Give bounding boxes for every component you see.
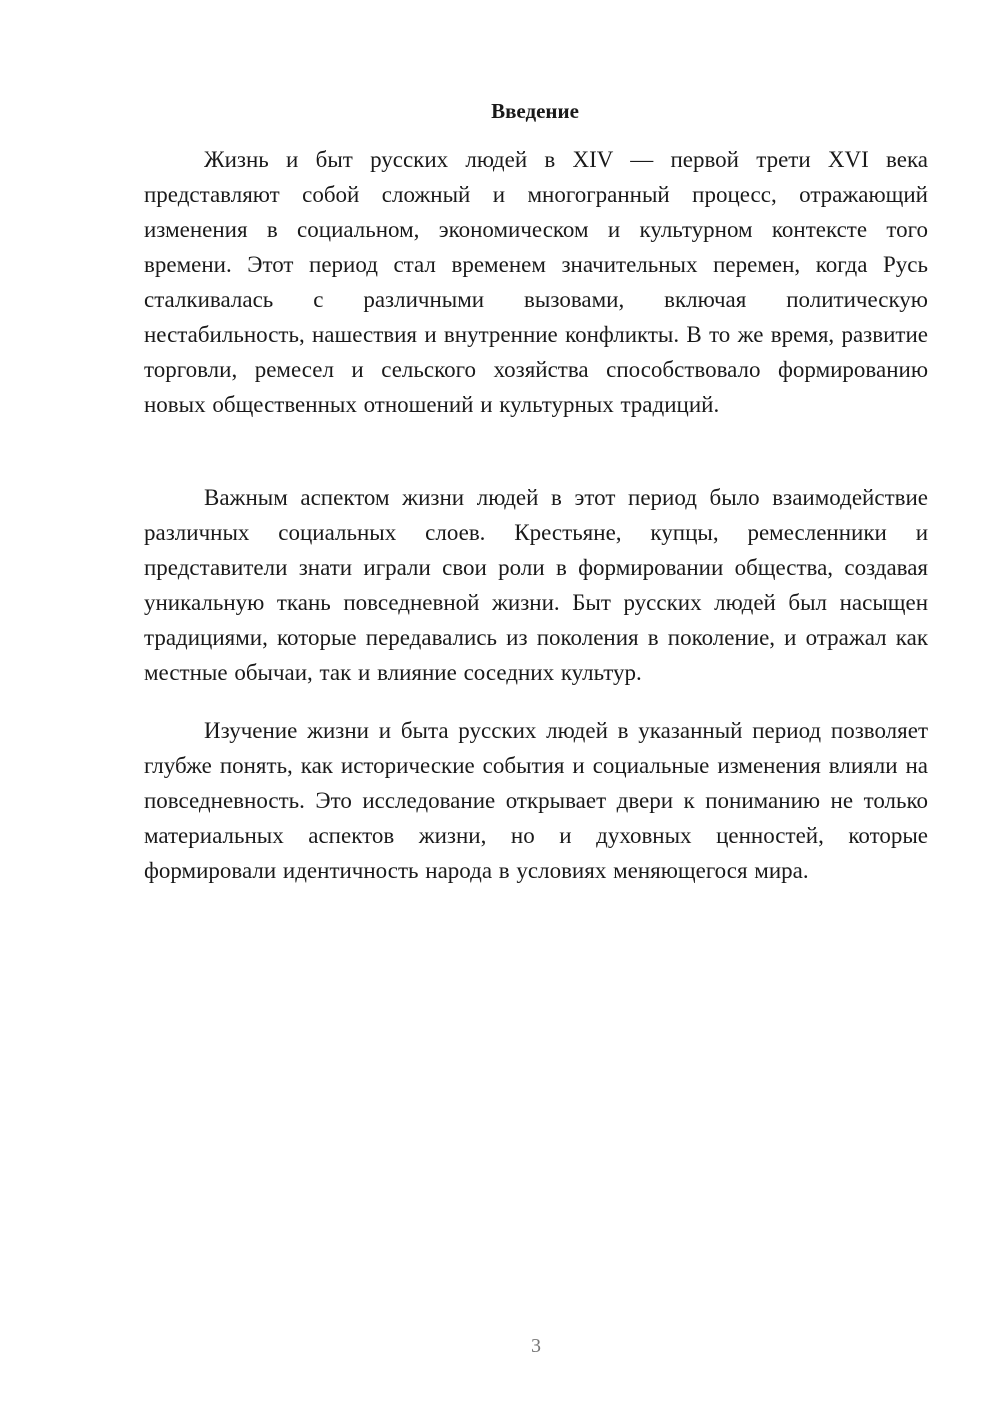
paragraph-1: Жизнь и быт русских людей в XIV — первой трети XVI века представляют собой сложный и многогранный процесс, отражающий изменения в социальном, экономическом и культурном контексте того времени. Этот период стал временем значительных перемен, когда Русь сталкивалась с различными вызовами, включая политическую нестабильность, нашествия и внутренние конфликты. В то же время, развитие торговли, ремесел и сельского хозяйства способствовало формированию новых общественных отношений и культурных традиций. (144, 147, 928, 417)
section-heading: Введение (491, 99, 579, 123)
paragraph-2: Важным аспектом жизни людей в этот период было взаимодействие различных социальных слоев. Крестьяне, купцы, ремесленники и представители знати играли свои роли в формировании общества, создавая уникальную ткань повседневной жизни. Быт русских людей был насыщен традициями, которые передавались из поколения в поколение, и отражал как местные обычаи, так и влияние соседних культур. (144, 485, 928, 685)
page-number: 3 (531, 1335, 541, 1357)
paragraph-3: Изучение жизни и быта русских людей в указанный период позволяет глубже понять, как исторические события и социальные изменения влияли на повседневность. Это исследование открывает двери к пониманию не только материальных аспектов жизни, но и духовных ценностей, которые формировали идентичность народа в условиях меняющегося мира. (144, 718, 928, 883)
